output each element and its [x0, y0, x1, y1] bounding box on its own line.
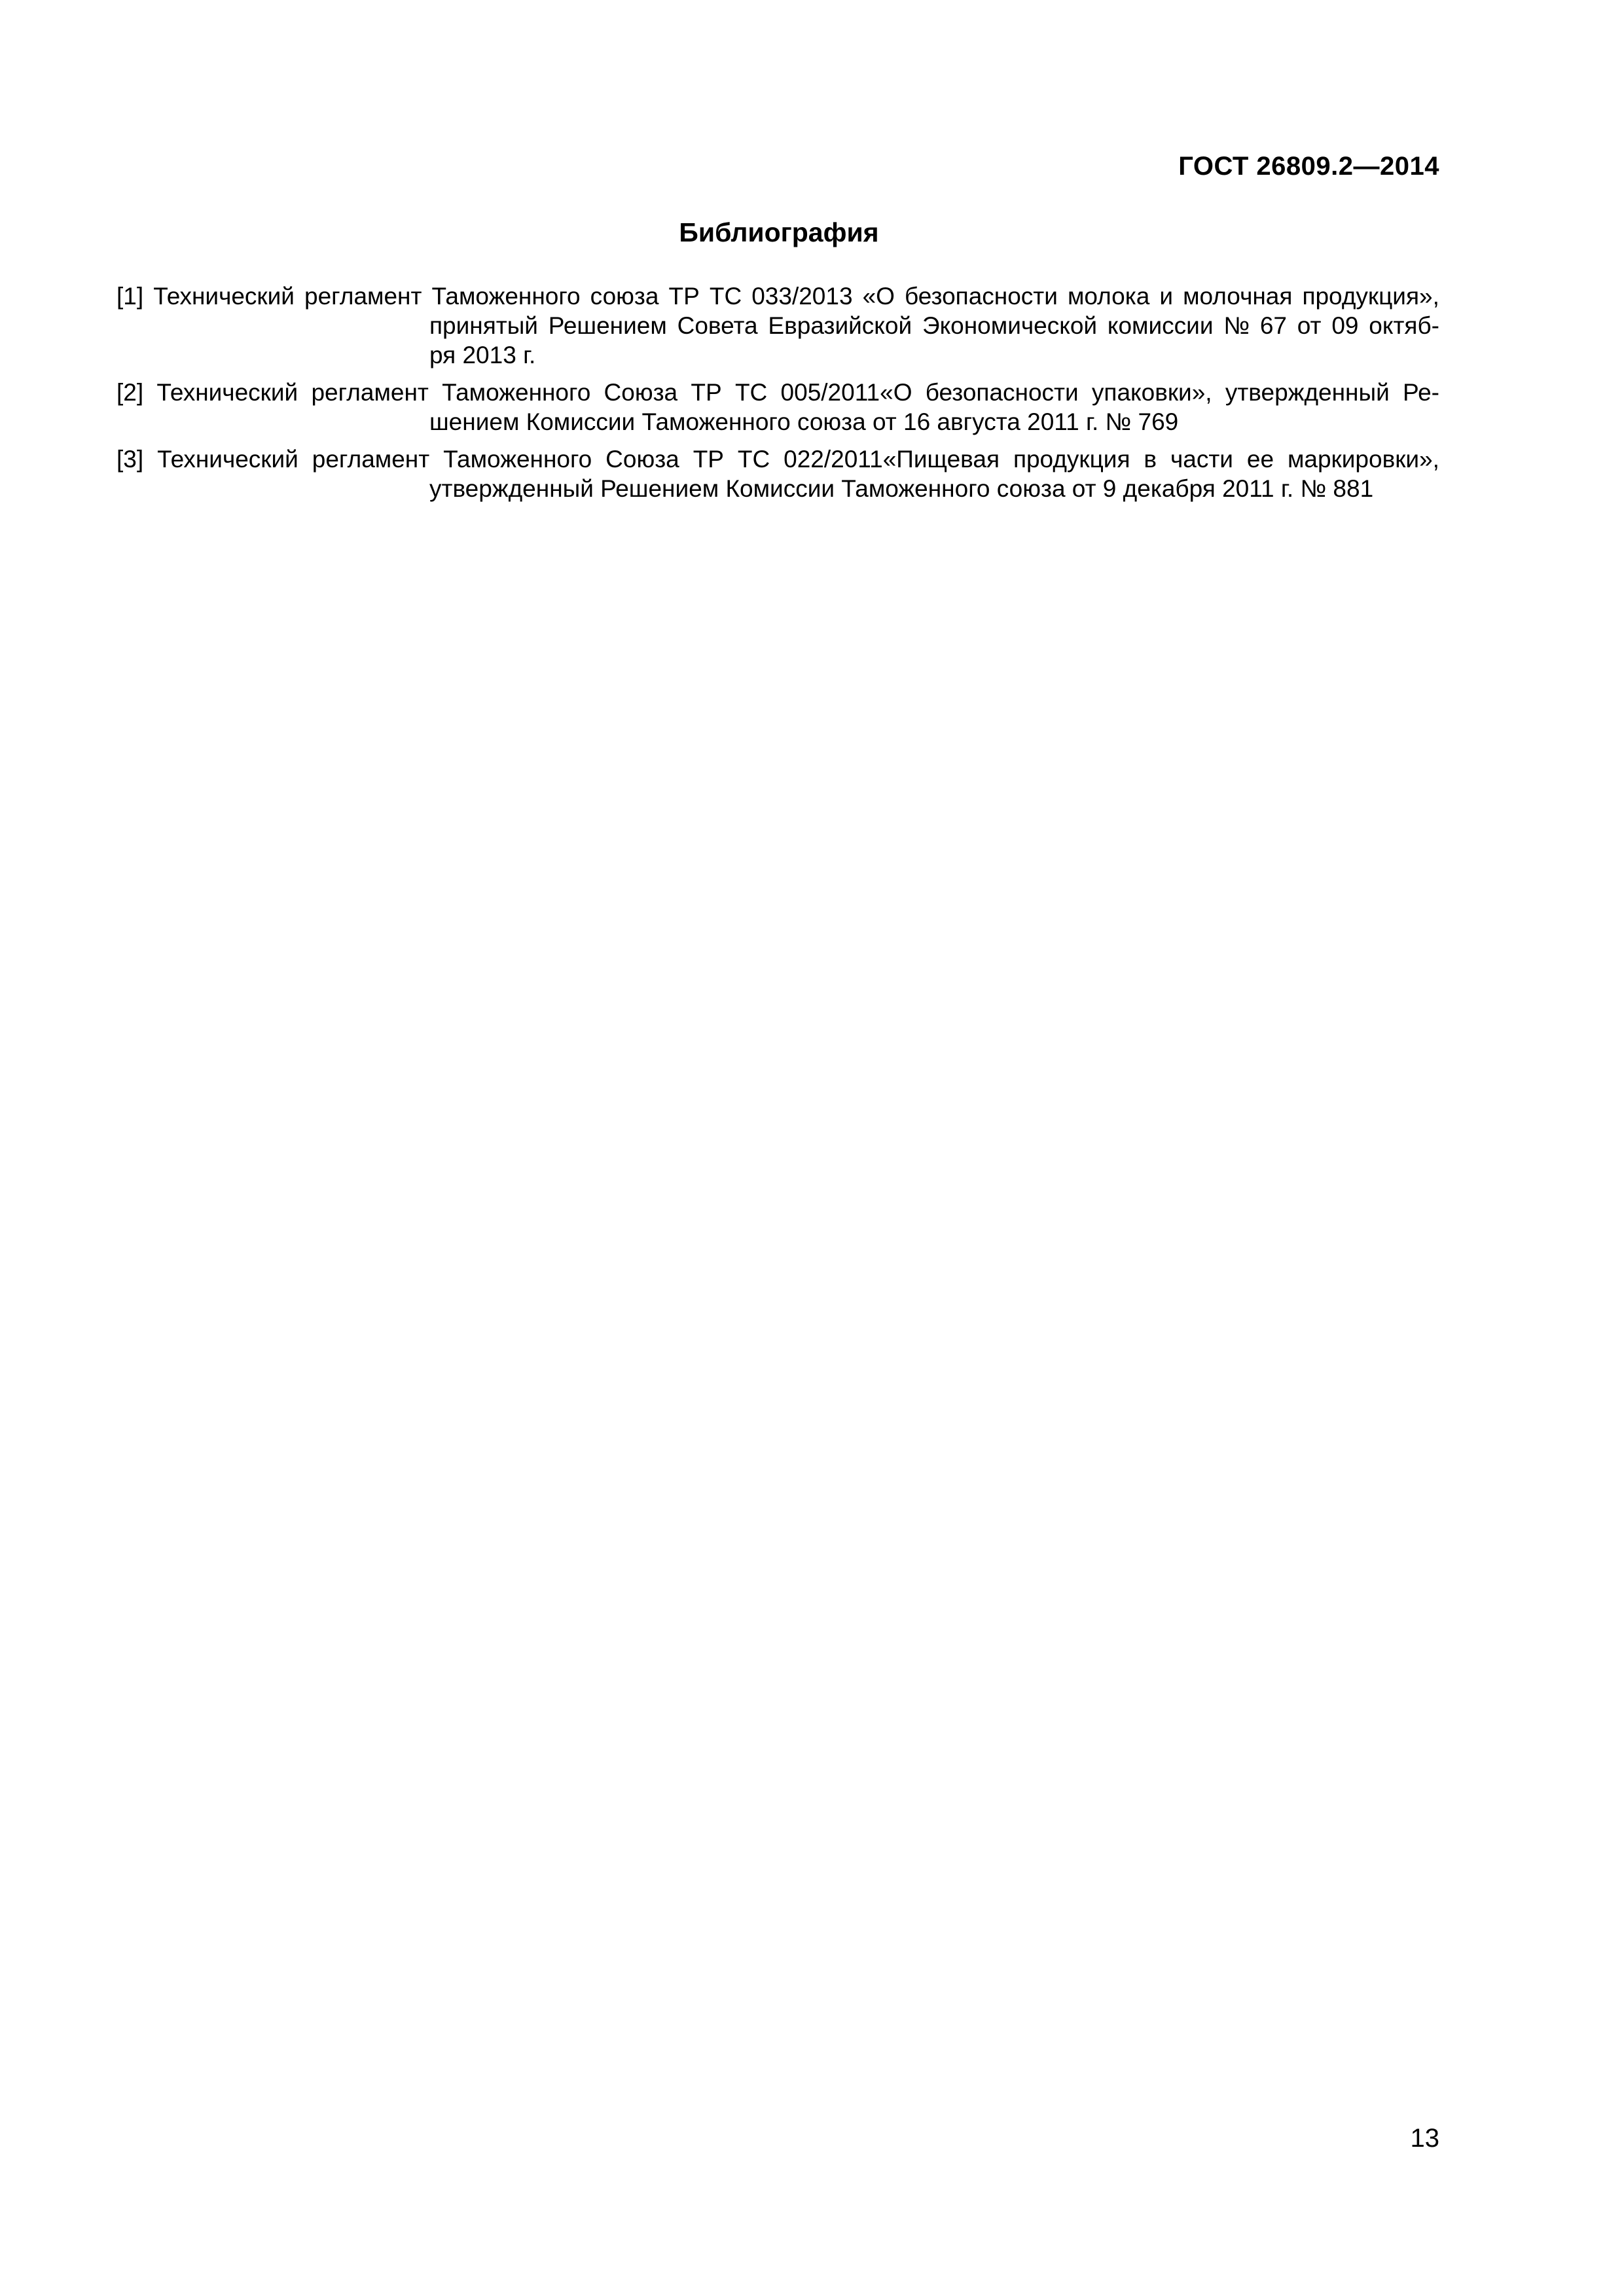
- bibliography-word: упаковки»,: [1091, 379, 1212, 406]
- bibliography-word: утвержденный: [1225, 379, 1390, 406]
- bibliography-word: Решением: [548, 312, 667, 339]
- bibliography-entry: [117, 281, 1439, 370]
- bibliography-word: [2]: [117, 379, 144, 406]
- bibliography-word: ТС: [734, 379, 768, 406]
- bibliography-word: продукция»,: [1302, 283, 1439, 310]
- bibliography-word: Экономической: [922, 312, 1098, 339]
- bibliography-word: регламент: [304, 283, 422, 310]
- bibliography-word: Союза: [605, 446, 679, 473]
- bibliography-word: от: [1297, 312, 1322, 339]
- bibliography-word: ТР: [668, 283, 700, 310]
- bibliography-word: ТС: [737, 446, 770, 473]
- bibliography-word: Таможенного: [442, 379, 591, 406]
- bibliography-word: 005/2011«О: [780, 379, 912, 406]
- bibliography-entry-continuation: ря 2013 г.: [429, 342, 536, 368]
- bibliography-word: безопасности: [905, 283, 1058, 310]
- bibliography-word: принятый: [429, 312, 538, 339]
- bibliography-word: безопасности: [925, 379, 1079, 406]
- bibliography-word: ее: [1246, 446, 1274, 473]
- bibliography-word: продукция: [1013, 446, 1130, 473]
- bibliography-word: комиссии: [1107, 312, 1214, 339]
- bibliography-list: [117, 281, 1439, 511]
- bibliography-word: Ре-: [1403, 379, 1439, 406]
- bibliography-entry-continuation: утвержденный Решением Комиссии Таможенного союза от 9 декабря 2011 г. № 881: [429, 475, 1374, 502]
- bibliography-entry: [117, 444, 1439, 503]
- bibliography-word: Технический: [157, 446, 298, 473]
- bibliography-word: в: [1144, 446, 1157, 473]
- bibliography-word: Технический: [156, 379, 298, 406]
- bibliography-word: регламент: [312, 446, 430, 473]
- bibliography-word: «О: [862, 283, 895, 310]
- page-number: 13: [1410, 2124, 1439, 2153]
- bibliography-entry: [117, 378, 1439, 437]
- bibliography-word: ТР: [691, 379, 722, 406]
- bibliography-word: союза: [590, 283, 659, 310]
- bibliography-word: Технический: [153, 283, 295, 310]
- bibliography-word: регламент: [311, 379, 429, 406]
- bibliography-word: №: [1223, 312, 1250, 339]
- bibliography-word: Союза: [604, 379, 678, 406]
- bibliography-word: ТР: [693, 446, 724, 473]
- bibliography-word: молочная: [1183, 283, 1293, 310]
- bibliography-word: октяб-: [1369, 312, 1439, 339]
- section-title: Библиография: [679, 217, 879, 247]
- bibliography-word: ТС: [709, 283, 742, 310]
- bibliography-word: 67: [1259, 312, 1287, 339]
- bibliography-word: 033/2013: [751, 283, 853, 310]
- bibliography-entry-first-line: [117, 444, 1439, 474]
- bibliography-word: [3]: [117, 446, 144, 473]
- bibliography-word: и: [1159, 283, 1174, 310]
- bibliography-word: Таможенного: [443, 446, 592, 473]
- bibliography-word: Совета: [677, 312, 758, 339]
- bibliography-word: [1]: [117, 283, 144, 310]
- bibliography-word: маркировки»,: [1287, 446, 1439, 473]
- bibliography-word: 022/2011«Пищевая: [784, 446, 1000, 473]
- bibliography-entry-continuation: [117, 311, 1439, 340]
- bibliography-word: молока: [1067, 283, 1150, 310]
- bibliography-word: части: [1170, 446, 1233, 473]
- bibliography-word: 09: [1331, 312, 1359, 339]
- bibliography-entry-first-line: [117, 378, 1439, 407]
- document-code: ГОСТ 26809.2—2014: [1178, 152, 1439, 181]
- bibliography-word: Евразийской: [768, 312, 912, 339]
- bibliography-entry-first-line: [117, 281, 1439, 311]
- bibliography-word: Таможенного: [431, 283, 581, 310]
- bibliography-entry-continuation: шением Комиссии Таможенного союза от 16 августа 2011 г. № 769: [429, 408, 1179, 435]
